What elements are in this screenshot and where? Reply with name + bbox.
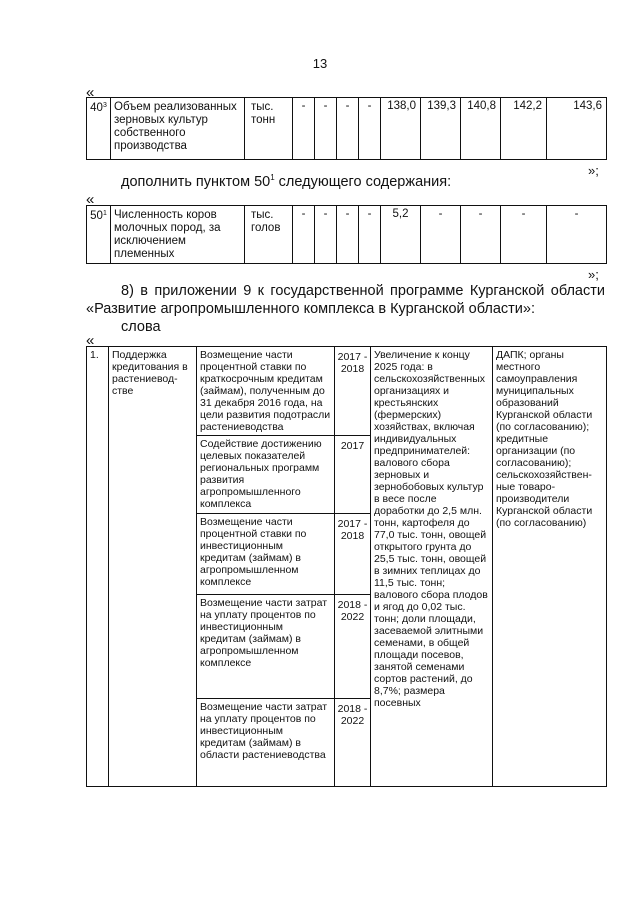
value-cell: - — [293, 206, 315, 264]
measure-name: Возмещение части затрат на уплату процентов по инвестиционным кредитам (займам) в агропромышленном комплексе — [197, 595, 335, 699]
value-cell: - — [359, 206, 381, 264]
row-number: $50^1$ — [87, 206, 111, 264]
table-row — [87, 206, 607, 264]
paragraph-8-line-3: слова — [121, 319, 161, 335]
table-row — [87, 347, 607, 436]
close-quote: »; — [588, 163, 599, 178]
value-cell: - — [337, 98, 359, 160]
item-number: 1. — [87, 347, 109, 787]
page-number: 13 — [312, 56, 328, 71]
paragraph-8-line-2: «Развитие агропромышленного комплекса в Курганской области»: — [86, 301, 536, 317]
task-name: Поддержка кредитования в растениевод-стве — [109, 347, 197, 787]
indicator-table-50-1 — [86, 205, 607, 264]
expected-result: Увеличение к концу 2025 года: в сельскохозяйственных организациях и крестьянских (фермерских) хозяйствах, включая индивидуальных предпринимателей: валового сбора зерновых и зернобобовых культур в весе после доработки до 2,5 млн. тонн, картофеля до 77,0 тыс. тонн, овощей открытого грунта до 25,5 тыс. тонн, овощей в зимних теплицах до 11,5 тыс. тонн; валового сбора плодов и ягод до 0,02 тыс. тонн; доли площади, засеваемой элитными семенами, в общей площади посевов, занятой семенами сортов растений, до 8,7%; размера посевных — [371, 347, 493, 787]
indicator-name: Численность коров молочных пород, за исключением племенных — [111, 206, 245, 264]
close-quote: »; — [588, 267, 599, 282]
measure-name: Возмещение части процентной ставки по инвестиционным кредитам (займам) в агропромышленном комплексе — [197, 514, 335, 595]
measure-period: 2017 — [335, 436, 371, 514]
value-cell: - — [461, 206, 501, 264]
value-cell: - — [501, 206, 547, 264]
indicator-unit: тыс. тонн — [245, 98, 293, 160]
measure-period: 2018 - 2022 — [335, 699, 371, 787]
value-cell: 143,6 — [547, 98, 607, 160]
indicator-table-40-3 — [86, 97, 607, 160]
table-row — [87, 98, 607, 160]
measure-period: 2018 - 2022 — [335, 595, 371, 699]
value-cell: - — [359, 98, 381, 160]
open-quote: « — [86, 84, 95, 101]
value-cell: - — [293, 98, 315, 160]
add-point-instruction: дополнить пунктом $50^1$ следующего содержания: — [121, 173, 452, 190]
value-cell: - — [315, 206, 337, 264]
program-measures-table — [86, 346, 607, 787]
measure-name: Возмещение части процентной ставки по краткосрочным кредитам (займам), полученным до 31 декабря 2016 года, на цели развития подотрасли растениеводства — [197, 347, 335, 436]
value-cell: - — [547, 206, 607, 264]
value-cell: - — [421, 206, 461, 264]
paragraph-8-line-1: 8) в приложении 9 к государственной программе Курганской области — [121, 283, 605, 299]
row-number: $40^3$ — [87, 98, 111, 160]
value-cell: 140,8 — [461, 98, 501, 160]
indicator-unit: тыс. голов — [245, 206, 293, 264]
measure-name: Содействие достижению целевых показателей региональных программ развития агропромышленного комплекса — [197, 436, 335, 514]
measure-name: Возмещение части затрат на уплату процентов по инвестиционным кредитам (займам) в области растениеводства — [197, 699, 335, 787]
value-cell: 5,2 — [381, 206, 421, 264]
open-quote: « — [86, 332, 95, 349]
value-cell: - — [315, 98, 337, 160]
open-quote: « — [86, 191, 95, 208]
executors: ДАПК; органы местного самоуправления муниципальных образований Курганской области (по согласованию); кредитные организации (по согласованию); сельскохозяйствен-ные товаро-производители Курганской области (по согласованию) — [493, 347, 607, 787]
indicator-name: Объем реализованных зерновых культур собственного производства — [111, 98, 245, 160]
measure-period: 2017 - 2018 — [335, 514, 371, 595]
measure-period: 2017 - 2018 — [335, 347, 371, 436]
value-cell: 142,2 — [501, 98, 547, 160]
value-cell: 138,0 — [381, 98, 421, 160]
value-cell: 139,3 — [421, 98, 461, 160]
value-cell: - — [337, 206, 359, 264]
